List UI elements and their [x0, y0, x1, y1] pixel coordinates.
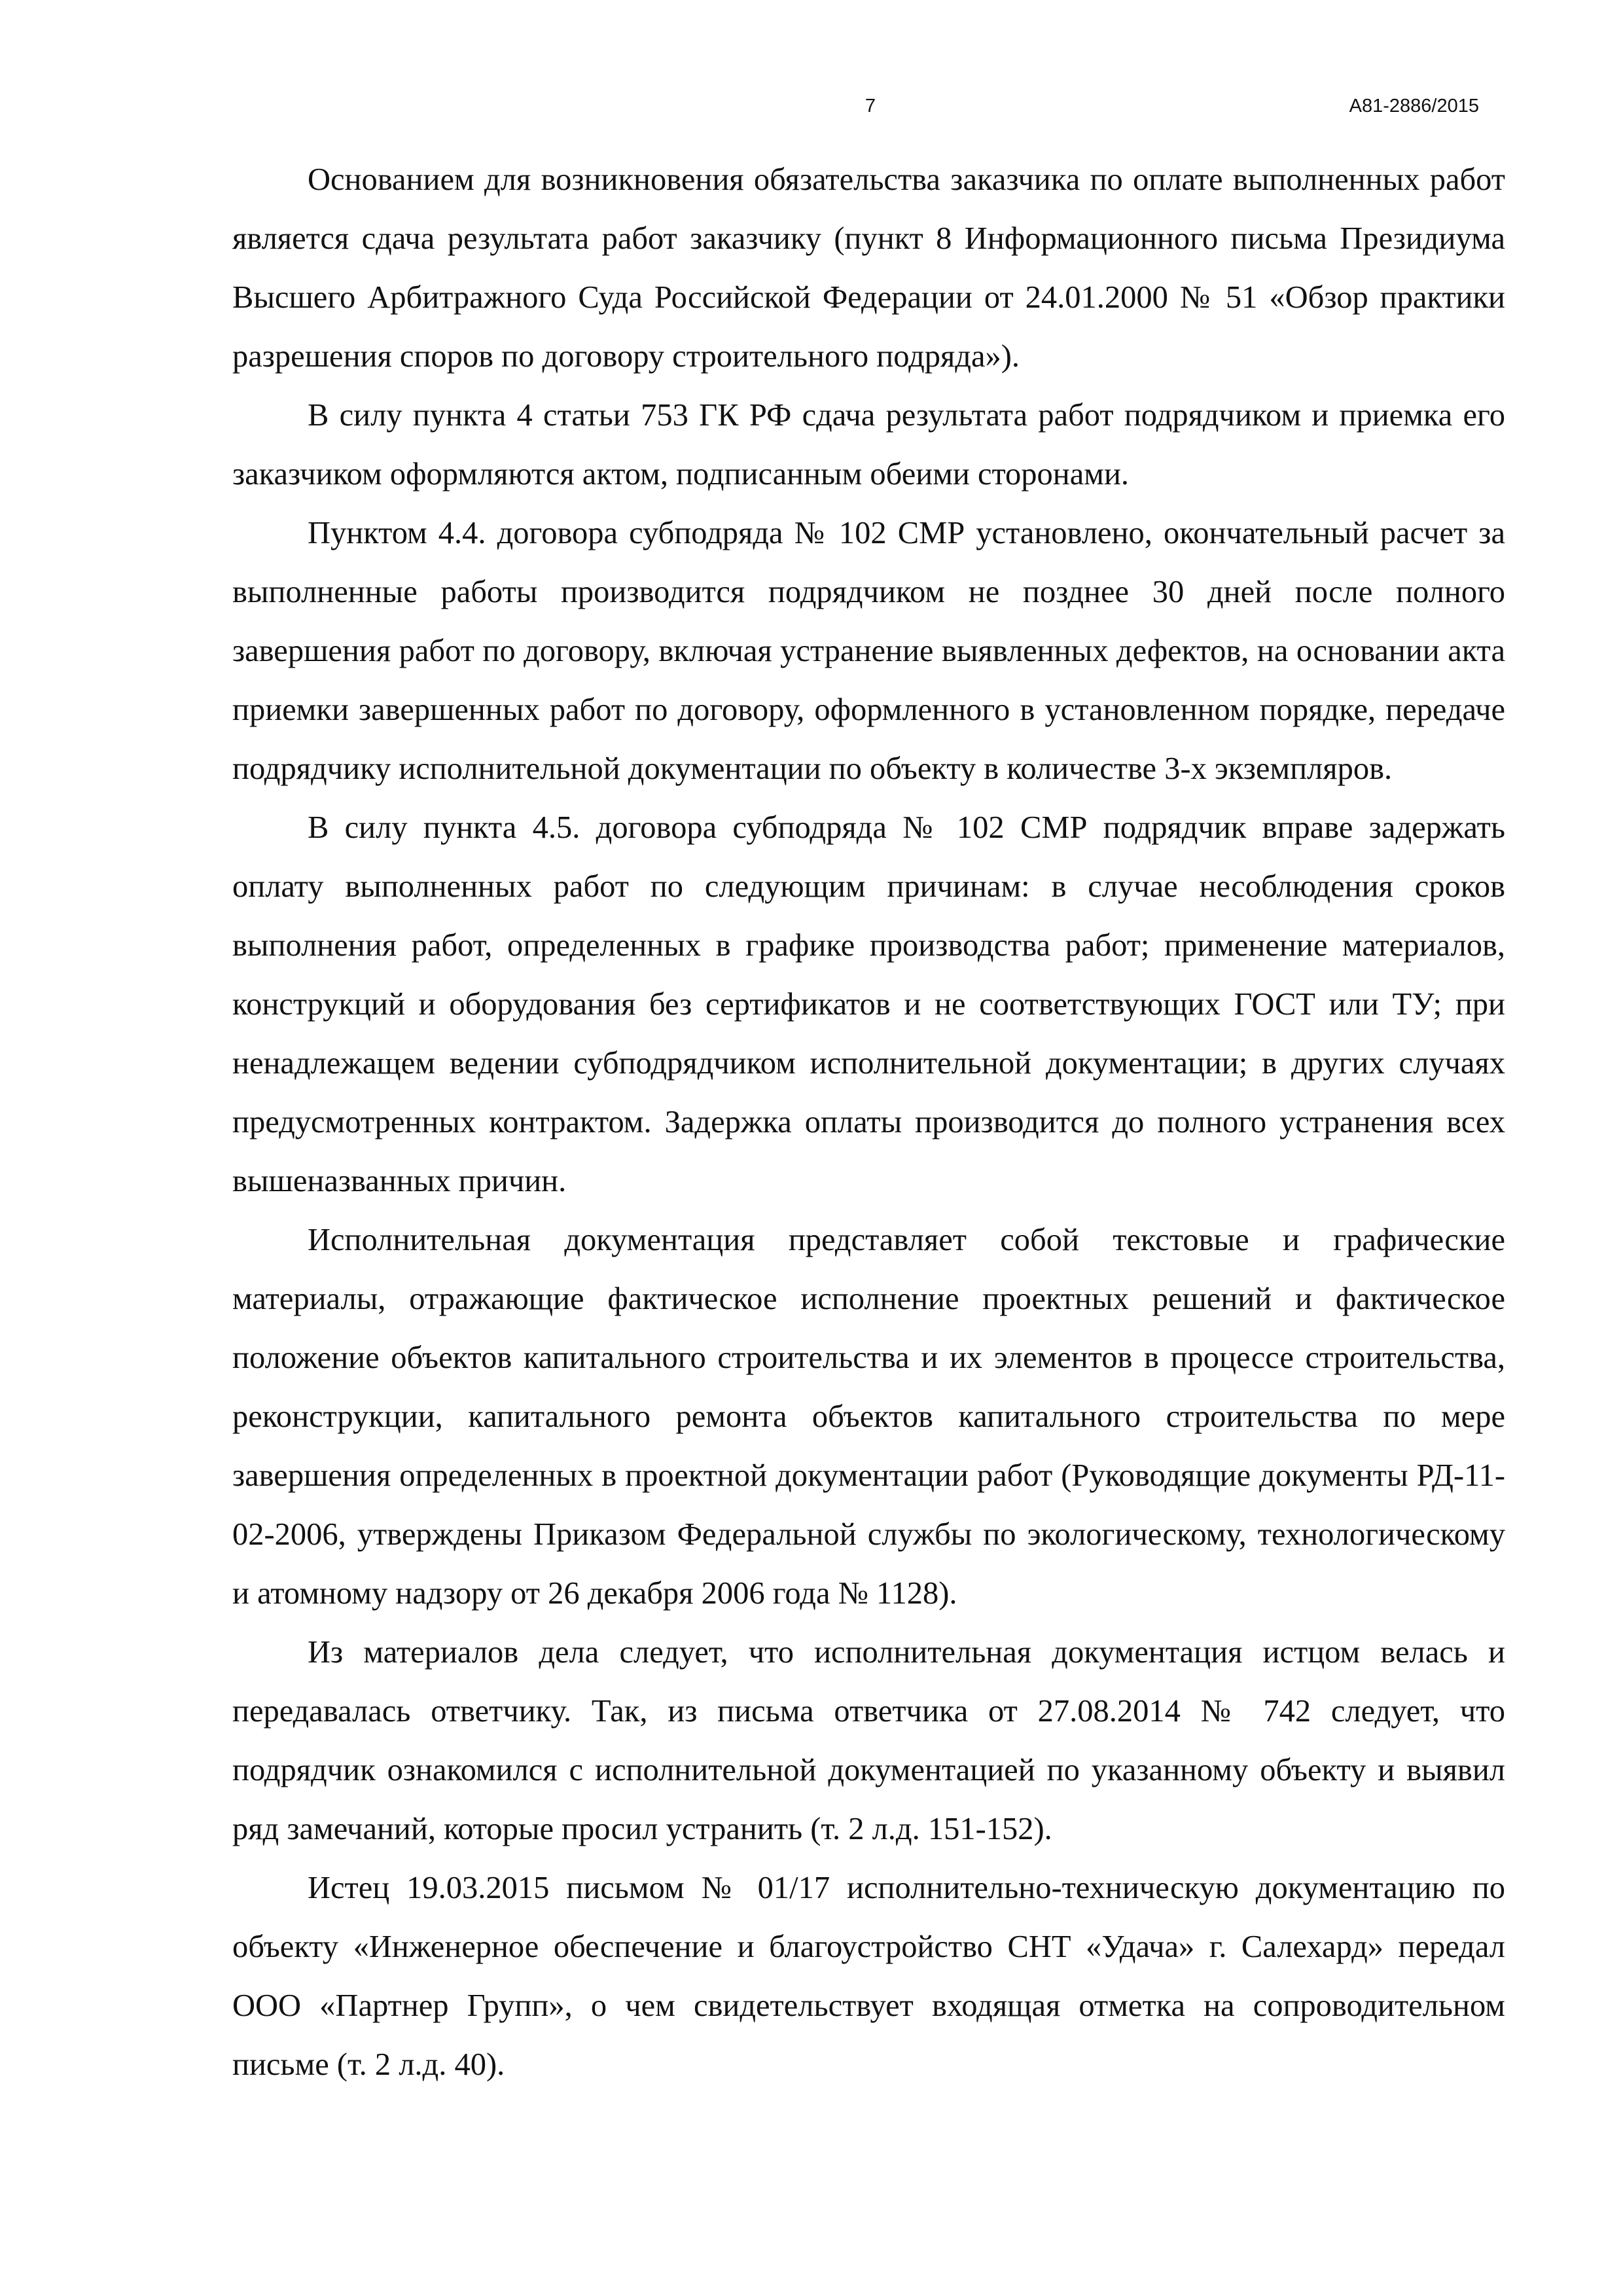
- page-number: 7: [865, 96, 876, 117]
- case-number: А81-2886/2015: [1349, 96, 1479, 117]
- paragraph-article-753: В силу пункта 4 статьи 753 ГК РФ сдача результата работ подрядчиком и приемка его заказчиком оформляются актом, подписанным обеими сторонами.: [232, 398, 1505, 492]
- paragraph-case-materials: Из материалов дела следует, что исполнительная документация истцом велась и передавалась ответчику. Так, из письма ответчика от 27.08.2014 № 742 следует, что подрядчик ознакомился с исполнительной документацией по указанному объекту и выявил ряд замечаний, которые просил устранить (т. 2 л.д. 151-152).: [232, 1635, 1505, 1846]
- paragraph-payment-obligation: Основанием для возникновения обязательства заказчика по оплате выполненных работ является сдача результата работ заказчику (пункт 8 Информационного письма Президиума Высшего Арбитражного Суда Российской Федерации от 24.01.2000 № 51 «Обзор практики разрешения споров по договору строительного подряда»).: [232, 162, 1505, 374]
- paragraph-plaintiff-letter: Истец 19.03.2015 письмом № 01/17 исполнительно-техническую документацию по объекту «Инженерное обеспечение и благоустройство СНТ «Удача» г. Салехард» передал ООО «Партнер Групп», о чем свидетельствует входящая отметка на сопроводительном письме (т. 2 л.д. 40).: [232, 1871, 1505, 2082]
- paragraph-clause-4-5: В силу пункта 4.5. договора субподряда № 102 СМР подрядчик вправе задержать оплату выполненных работ по следующим причинам: в случае несоблюдения сроков выполнения работ, определенных в графике производства работ; применение материалов, конструкций и оборудования без сертификатов и не соответствующих ГОСТ или ТУ; при ненадлежащем ведении субподрядчиком исполнительной документации; в других случаях предусмотренных контрактом. Задержка оплаты производится до полного устранения всех вышеназванных причин.: [232, 810, 1505, 1198]
- document-body: [232, 151, 1505, 2094]
- paragraph-clause-4-4: Пунктом 4.4. договора субподряда № 102 СМР установлено, окончательный расчет за выполненные работы производится подрядчиком не позднее 30 дней после полного завершения работ по договору, включая устранение выявленных дефектов, на основании акта приемки завершенных работ по договору, оформленного в установленном порядке, передаче подрядчику исполнительной документации по объекту в количестве 3-х экземпляров.: [232, 516, 1505, 786]
- paragraph-executive-documentation: Исполнительная документация представляет собой текстовые и графические материалы, отражающие фактическое исполнение проектных решений и фактическое положение объектов капитального строительства и их элементов в процессе строительства, реконструкции, капитального ремонта объектов капитального строительства по мере завершения определенных в проектной документации работ (Руководящие документы РД-11-02-2006, утверждены Приказом Федеральной службы по экологическому, технологическому и атомному надзору от 26 декабря 2006 года № 1128).: [232, 1223, 1505, 1611]
